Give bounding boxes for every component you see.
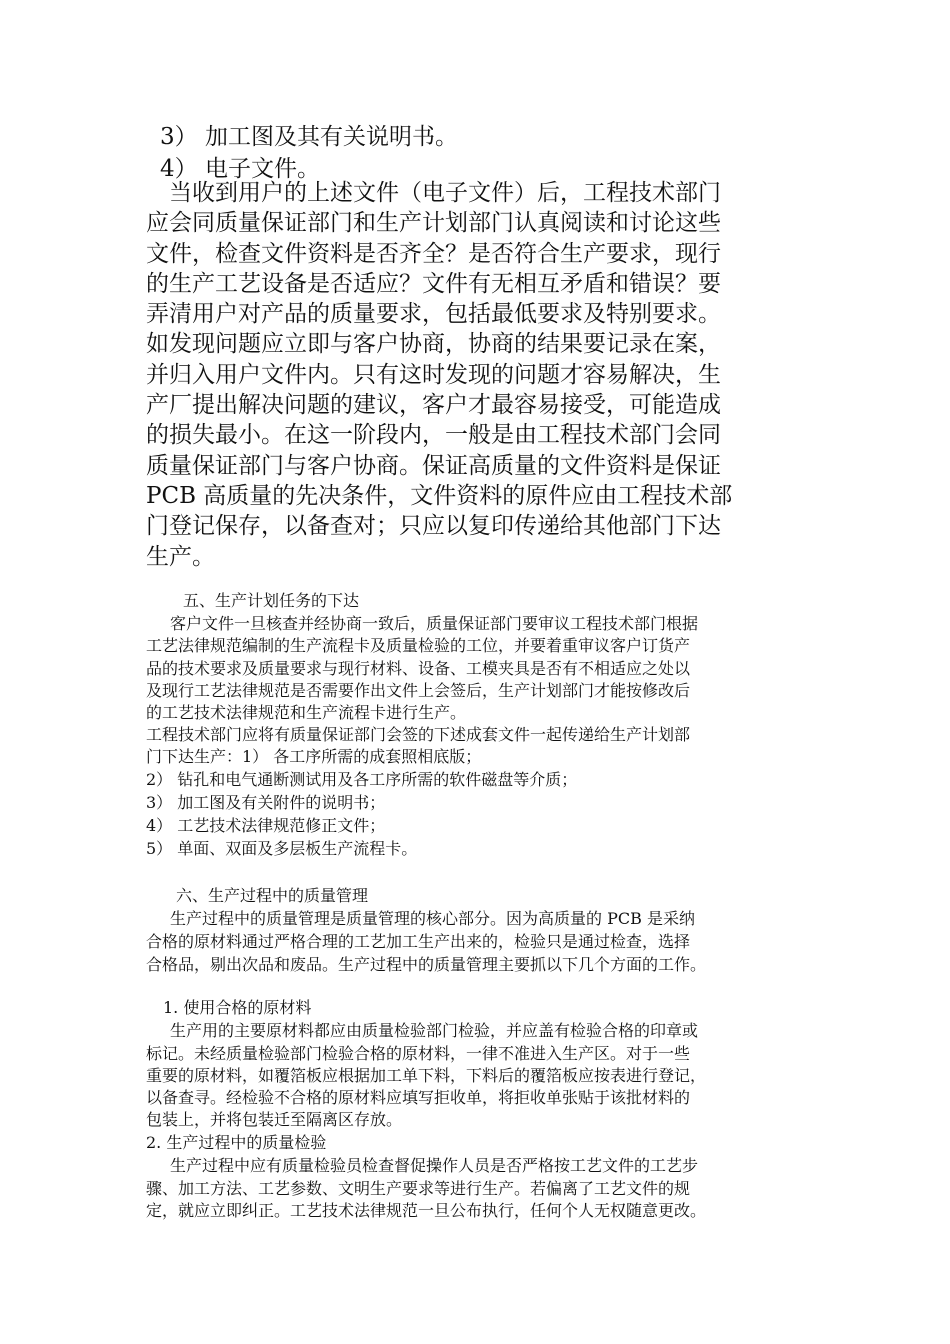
list-item: 4） 工艺技术法律规范修正文件； <box>146 816 386 835</box>
paragraph-line: 合格的原材料通过严格合理的工艺加工生产出来的，检验只是通过检查，选择 <box>146 932 691 951</box>
paragraph-line: 的工艺技术法律规范和生产流程卡进行生产。 <box>146 703 467 722</box>
paragraph-line: 品的技术要求及质量要求与现行材料、设备、工模夹具是否有不相适应之处以 <box>146 659 691 678</box>
paragraph-line: 的生产工艺设备是否适应？文件有无相互矛盾和错误？要 <box>146 270 721 297</box>
paragraph-line: 门下达生产：1） 各工序所需的成套照相底版； <box>146 747 482 766</box>
paragraph-line: 门登记保存，以备查对；只应以复印传递给其他部门下达 <box>146 513 721 540</box>
subsection-heading: 1. 使用合格的原材料 <box>163 998 312 1017</box>
list-item: 2） 钻孔和电气通断测试用及各工序所需的软件磁盘等介质； <box>146 770 578 789</box>
list-item: 3） 加工图及其有关说明书。 <box>160 124 458 150</box>
paragraph-line: 质量保证部门与客户协商。保证高质量的文件资料是保证 <box>146 452 721 479</box>
paragraph-line: 工艺法律规范编制的生产流程卡及质量检验的工位，并要着重审议客户订货产 <box>146 636 691 655</box>
paragraph-line: 产厂提出解决问题的建议，客户才最容易接受，可能造成 <box>146 392 721 419</box>
paragraph-line: PCB 高质量的先决条件，文件资料的原件应由工程技术部 <box>146 482 733 509</box>
paragraph-line: 工程技术部门应将有质量保证部门会签的下述成套文件一起传递给生产计划部 <box>146 725 691 744</box>
paragraph-line: 如发现问题应立即与客户协商，协商的结果要记录在案， <box>146 331 721 358</box>
subsection-heading: 2. 生产过程中的质量检验 <box>146 1133 327 1152</box>
paragraph-line: 当收到用户的上述文件（电子文件）后，工程技术部门 <box>146 180 721 206</box>
paragraph-line: 应会同质量保证部门和生产计划部门认真阅读和讨论这些 <box>146 210 721 237</box>
paragraph-line: 文件，检查文件资料是否齐全？是否符合生产要求，现行 <box>146 240 721 267</box>
list-item: 3） 加工图及有关附件的说明书； <box>146 793 386 812</box>
list-item: 5） 单面、双面及多层板生产流程卡。 <box>146 839 418 858</box>
paragraph-line: 定，就应立即纠正。工艺技术法律规范一旦公布执行，任何个人无权随意更改。 <box>146 1201 707 1220</box>
paragraph-line: 重要的原材料，如覆箔板应根据加工单下料，下料后的覆箔板应按表进行登记， <box>146 1066 707 1085</box>
paragraph-line: 以备查寻。经检验不合格的原材料应填写拒收单，将拒收单张贴于该批材料的 <box>146 1088 691 1107</box>
paragraph-line: 包装上，并将包装迁至隔离区存放。 <box>146 1110 403 1129</box>
paragraph-line: 骤、加工方法、工艺参数、文明生产要求等进行生产。若偏离了工艺文件的规 <box>146 1179 691 1198</box>
paragraph-line: 并归入用户文件内。只有这时发现的问题才容易解决，生 <box>146 361 721 388</box>
paragraph-line: 合格品，剔出次品和废品。生产过程中的质量管理主要抓以下几个方面的工作。 <box>146 955 707 974</box>
paragraph-line: 生产过程中应有质量检验员检查督促操作人员是否严格按工艺文件的工艺步 <box>170 1156 699 1175</box>
paragraph-line: 生产用的主要原材料都应由质量检验部门检验，并应盖有检验合格的印章或 <box>170 1021 699 1040</box>
paragraph-line: 生产过程中的质量管理是质量管理的核心部分。因为高质量的 PCB 是采纳 <box>170 909 695 928</box>
paragraph-line: 生产。 <box>146 543 215 570</box>
paragraph-line: 客户文件一旦核查并经协商一致后，质量保证部门要审议工程技术部门根据 <box>170 614 699 633</box>
section-heading: 六、生产过程中的质量管理 <box>176 886 369 905</box>
list-item: 4） 电子文件。 <box>160 156 320 182</box>
section-heading: 五、生产计划任务的下达 <box>183 591 360 610</box>
paragraph-line: 的损失最小。在这一阶段内，一般是由工程技术部门会同 <box>146 422 721 449</box>
paragraph-line: 标记。未经质量检验部门检验合格的原材料，一律不准进入生产区。对于一些 <box>146 1044 691 1063</box>
paragraph-line: 弄清用户对产品的质量要求，包括最低要求及特别要求。 <box>146 301 721 328</box>
intro-paragraph <box>146 178 796 572</box>
paragraph-line: 及现行工艺法律规范是否需要作出文件上会签后，生产计划部门才能按修改后 <box>146 681 691 700</box>
